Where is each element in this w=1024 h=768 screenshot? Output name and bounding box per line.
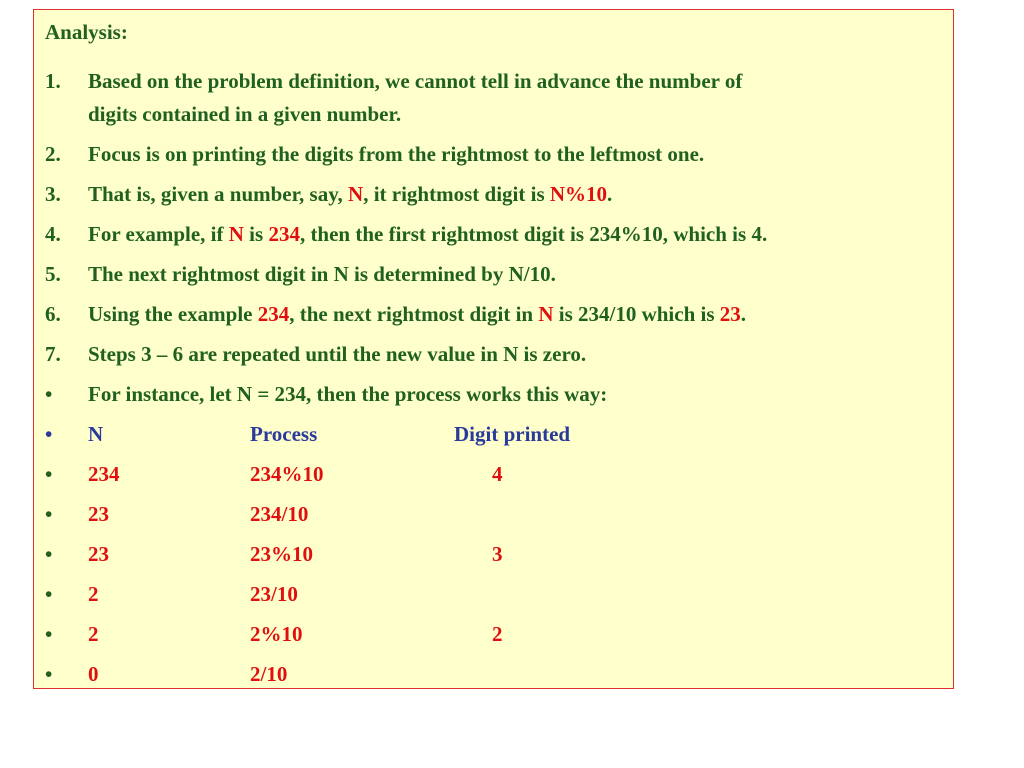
cell-digit: 3: [492, 542, 503, 566]
cell-process: 234/10: [250, 502, 309, 526]
bullet: •: [45, 422, 53, 446]
list-marker: 3.: [45, 182, 61, 206]
list-text: That is, given a number, say, N, it rightmost digit is N%10.: [88, 182, 613, 206]
list-text: For example, if N is 234, then the first rightmost digit is 234%10, which is 4.: [88, 222, 768, 246]
instance-text: For instance, let N = 234, then the process works this way:: [88, 382, 608, 406]
cell-process: 2/10: [250, 662, 288, 686]
list-marker: 2.: [45, 142, 61, 166]
list-text: Based on the problem definition, we cannot tell in advance the number of: [88, 69, 743, 93]
list-marker: 5.: [45, 262, 61, 286]
bullet: •: [45, 662, 53, 686]
bullet: •: [45, 582, 53, 606]
list-text: Using the example 234, the next rightmost digit in N is 234/10 which is 23.: [88, 302, 747, 326]
cell-digit: 2: [492, 622, 503, 646]
cell-n: 2: [88, 582, 99, 606]
list-marker: 6.: [45, 302, 61, 326]
bullet: •: [45, 542, 53, 566]
bullet: •: [45, 502, 53, 526]
cell-n: 2: [88, 622, 99, 646]
list-text: The next rightmost digit in N is determined by N/10.: [88, 262, 556, 286]
list-marker: 1.: [45, 69, 61, 93]
header-process: Process: [250, 422, 318, 446]
header-n: N: [88, 422, 104, 446]
cell-n: 23: [88, 502, 109, 526]
cell-process: 2%10: [250, 622, 303, 646]
cell-process: 23/10: [250, 582, 298, 606]
analysis-heading: Analysis:: [45, 20, 128, 44]
cell-n: 23: [88, 542, 109, 566]
header-digit-printed: Digit printed: [454, 422, 571, 446]
list-text: Steps 3 – 6 are repeated until the new value in N is zero.: [88, 342, 587, 366]
cell-digit: 4: [492, 462, 503, 486]
cell-process: 23%10: [250, 542, 313, 566]
cell-process: 234%10: [250, 462, 324, 486]
list-text: Focus is on printing the digits from the rightmost to the leftmost one.: [88, 142, 705, 166]
list-marker: 7.: [45, 342, 61, 366]
slide-panel: [33, 9, 954, 689]
bullet: •: [45, 622, 53, 646]
list-marker: 4.: [45, 222, 61, 246]
bullet: •: [45, 462, 53, 486]
list-text: digits contained in a given number.: [88, 102, 402, 126]
bullet: •: [45, 382, 53, 406]
cell-n: 234: [88, 462, 120, 486]
cell-n: 0: [88, 662, 99, 686]
